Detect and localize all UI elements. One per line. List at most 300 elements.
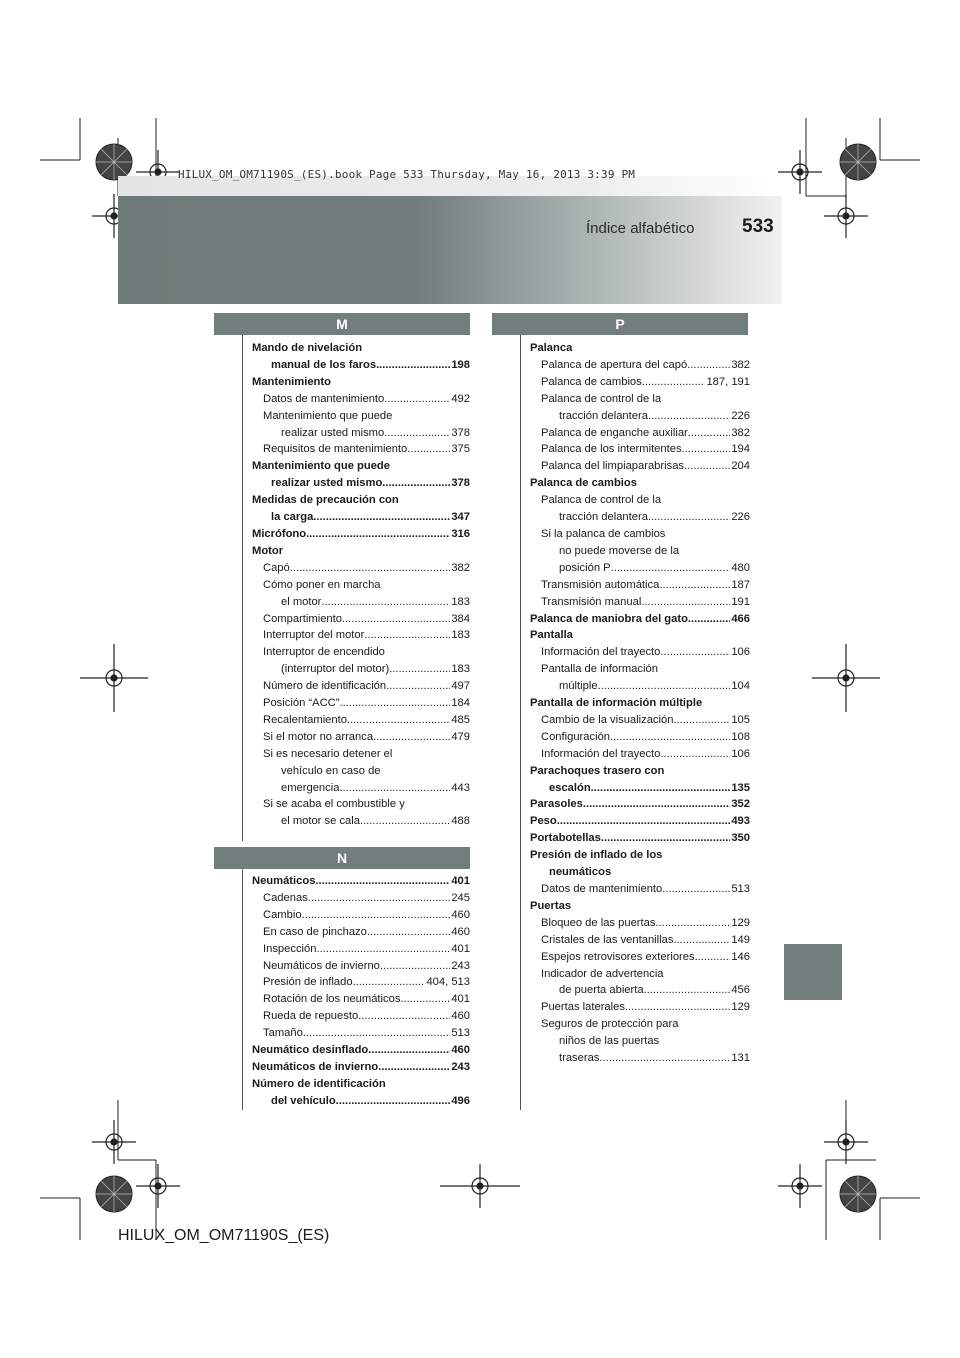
index-entry-term: Mando de nivelación: [252, 342, 363, 354]
dot-leader: [290, 560, 451, 577]
index-entry-page: 204: [731, 460, 750, 473]
index-entry: [530, 898, 750, 915]
index-entry-page: 187: [731, 578, 750, 591]
dot-leader: [610, 729, 730, 746]
index-entry: [252, 712, 470, 729]
index-entry-term: múltiple: [559, 680, 598, 693]
index-entry-page: 347: [451, 511, 470, 524]
index-entry-page: 460: [451, 908, 470, 921]
index-list-m: [252, 340, 470, 830]
index-entry: [530, 543, 750, 560]
index-entry-term: realizar usted mismo: [281, 426, 385, 439]
index-entry-page: 146: [731, 950, 750, 963]
index-entry-term: Parasoles: [530, 798, 583, 811]
dot-leader: [306, 526, 450, 543]
dot-leader: [308, 890, 451, 907]
index-entry: [530, 391, 750, 408]
dot-leader: [601, 830, 730, 847]
index-entry-page: 460: [451, 1010, 470, 1023]
index-entry-term: Si es necesario detener el: [263, 747, 393, 760]
index-list-n: [252, 873, 470, 1110]
index-entry: [252, 958, 470, 975]
dot-leader: [682, 441, 731, 458]
index-entry-page: 183: [451, 629, 470, 642]
dot-leader: [367, 924, 450, 941]
section-letter-n: N: [214, 847, 470, 869]
book-file-line: HILUX_OM_OM71190S_(ES).book Page 533 Thursday, May 16, 2013 3:39 PM: [178, 168, 636, 181]
index-entry-term: Interruptor del motor: [263, 629, 365, 642]
index-entry: [530, 1050, 750, 1067]
index-entry: [530, 509, 750, 526]
index-entry: [252, 1093, 470, 1110]
index-entry: [252, 746, 470, 763]
dot-leader: [353, 974, 426, 991]
dot-leader: [659, 577, 730, 594]
index-entry: [530, 729, 750, 746]
index-entry-term: Neumático desinflado: [252, 1044, 369, 1057]
index-entry-page: 485: [451, 713, 470, 726]
index-entry-term: la carga: [271, 511, 314, 524]
section-title: Índice alfabético: [586, 220, 695, 237]
index-entry: [252, 374, 470, 391]
index-entry-term: posición P: [559, 561, 611, 574]
index-entry: [252, 1059, 470, 1076]
dot-leader: [660, 644, 730, 661]
index-entry-term: Motor: [252, 544, 284, 557]
index-entry: [252, 340, 470, 357]
index-entry-term: En caso de pinchazo: [263, 925, 367, 938]
index-entry-term: Datos de mantenimiento: [263, 392, 385, 405]
index-entry: [530, 577, 750, 594]
index-entry: [530, 374, 750, 391]
index-entry-term: Recalentamiento: [263, 713, 347, 726]
dot-leader: [347, 712, 450, 729]
index-entry-term: Seguros de protección para: [541, 1018, 679, 1031]
index-entry-term: Presión de inflado: [263, 976, 353, 989]
index-entry-term: Requisitos de mantenimiento: [263, 443, 408, 456]
index-entry: [530, 796, 750, 813]
dot-leader: [342, 611, 450, 628]
index-entry-term: Puertas: [530, 899, 572, 912]
index-entry-page: 378: [451, 426, 470, 439]
index-entry: [252, 1025, 470, 1042]
index-entry-term: traseras: [559, 1052, 600, 1065]
dot-leader: [315, 873, 450, 890]
index-entry-page: 375: [451, 443, 470, 456]
dot-leader: [313, 509, 450, 526]
dot-leader: [644, 982, 731, 999]
dot-leader: [389, 661, 450, 678]
index-entry-page: 496: [451, 1094, 470, 1107]
index-entry: [530, 627, 750, 644]
index-entry-term: escalón: [549, 781, 591, 794]
index-entry-page: 104: [731, 680, 750, 693]
index-entry: [252, 941, 470, 958]
dot-leader: [303, 1025, 451, 1042]
index-entry-page: 492: [451, 392, 470, 405]
index-entry: [252, 924, 470, 941]
index-entry-term: Cambio: [263, 908, 302, 921]
column-rule-n: [242, 869, 243, 1110]
index-entry: [252, 729, 470, 746]
index-entry-term: Si el motor no arranca: [263, 730, 374, 743]
index-entry-term: de puerta abierta: [559, 984, 644, 997]
index-entry: [530, 966, 750, 983]
index-entry-page: 382: [451, 561, 470, 574]
dot-leader: [688, 425, 731, 442]
index-entry-page: 513: [451, 1027, 470, 1040]
index-entry: [252, 678, 470, 695]
section-letter-m: M: [214, 313, 470, 335]
index-entry-term: Neumáticos de invierno: [263, 959, 380, 972]
index-entry-page: 378: [451, 477, 470, 490]
dot-leader: [364, 627, 450, 644]
dot-leader: [625, 999, 730, 1016]
dot-leader: [384, 425, 450, 442]
index-entry: [530, 425, 750, 442]
index-entry-term: Cadenas: [263, 891, 308, 904]
index-entry: [530, 644, 750, 661]
index-entry-page: 404, 513: [426, 976, 470, 989]
index-entry-page: 243: [451, 1060, 470, 1073]
dot-leader: [302, 907, 451, 924]
index-entry-term: Posición “ACC”: [263, 697, 340, 710]
index-entry-term: Información del trayecto: [541, 646, 661, 659]
index-entry-page: 497: [451, 680, 470, 693]
index-entry-page: 129: [731, 1001, 750, 1014]
index-entry-term: Micrófono: [252, 527, 307, 540]
index-entry: [530, 830, 750, 847]
index-entry-term: manual de los faros: [271, 358, 377, 371]
dot-leader: [378, 1059, 450, 1076]
index-entry-term: Indicador de advertencia: [541, 967, 664, 980]
index-entry-page: 513: [731, 883, 750, 895]
index-entry-page: 382: [731, 426, 750, 439]
index-entry: [530, 357, 750, 374]
dot-leader: [648, 509, 730, 526]
index-entry: [530, 1016, 750, 1033]
index-entry-page: 443: [451, 781, 470, 794]
index-entry-term: Pantalla: [530, 629, 573, 642]
dot-leader: [368, 1042, 450, 1059]
index-entry: [530, 678, 750, 695]
index-entry: [530, 864, 750, 881]
index-entry: [530, 949, 750, 966]
index-entry-page: 194: [731, 443, 750, 456]
index-entry: [252, 543, 470, 560]
dot-leader: [695, 949, 731, 966]
dot-leader: [583, 796, 730, 813]
dot-leader: [384, 391, 450, 408]
index-entry: [252, 1076, 470, 1093]
index-entry-term: no puede moverse de la: [559, 544, 680, 557]
index-entry-term: Información del trayecto: [541, 747, 661, 760]
dot-leader: [684, 458, 730, 475]
dot-leader: [611, 560, 731, 577]
index-entry-term: Mantenimiento: [252, 375, 331, 388]
index-entry: [530, 999, 750, 1016]
index-entry: [530, 661, 750, 678]
dot-leader: [339, 780, 450, 797]
index-entry-term: Palanca de cambios: [530, 477, 637, 490]
dot-leader: [642, 374, 706, 391]
index-entry-term: Configuración: [541, 730, 611, 743]
index-entry-page: 149: [731, 933, 750, 946]
index-entry-term: emergencia: [281, 781, 340, 794]
index-entry: [530, 932, 750, 949]
dot-leader: [641, 594, 730, 611]
index-entry-term: tracción delantera: [559, 409, 648, 422]
index-entry: [530, 441, 750, 458]
index-entry: [252, 695, 470, 712]
index-entry-page: 184: [451, 697, 470, 710]
index-entry-term: Medidas de precaución con: [252, 494, 399, 507]
index-entry-term: Portabotellas: [530, 832, 601, 845]
index-entry-page: 187, 191: [706, 375, 750, 388]
index-entry: [252, 408, 470, 425]
dot-leader: [662, 881, 730, 898]
index-entry: [252, 813, 470, 830]
index-entry: [530, 458, 750, 475]
index-entry-page: 131: [731, 1052, 750, 1065]
index-entry: [530, 340, 750, 357]
index-entry-term: Cómo poner en marcha: [263, 578, 381, 591]
index-entry-page: 401: [451, 875, 470, 887]
index-entry-term: niños de las puertas: [559, 1035, 660, 1048]
index-entry-page: 466: [731, 612, 750, 625]
dot-leader: [376, 357, 450, 374]
page-number: 533: [742, 216, 774, 237]
index-entry: [252, 577, 470, 594]
index-entry: [530, 1033, 750, 1050]
index-entry-term: Cristales de las ventanillas: [541, 933, 674, 946]
index-entry-page: 191: [731, 595, 750, 608]
dot-leader: [400, 991, 450, 1008]
index-entry-page: 352: [731, 798, 750, 811]
index-entry: [252, 458, 470, 475]
index-entry: [530, 847, 750, 864]
dot-leader: [358, 1008, 450, 1025]
index-entry-term: vehículo en caso de: [281, 764, 381, 777]
index-entry-term: Número de identificación: [252, 1077, 386, 1090]
index-entry-page: 105: [731, 713, 750, 726]
index-entry-term: Capó: [263, 561, 290, 574]
index-entry-page: 183: [451, 595, 470, 608]
index-entry: [252, 627, 470, 644]
index-entry: [252, 560, 470, 577]
index-entry-term: Rotación de los neumáticos: [263, 993, 401, 1006]
dot-leader: [407, 441, 450, 458]
index-entry-page: 108: [731, 730, 750, 743]
dot-leader: [339, 695, 450, 712]
index-entry: [252, 1042, 470, 1059]
dot-leader: [386, 678, 450, 695]
index-entry-term: Interruptor de encendido: [263, 646, 385, 659]
index-entry-page: 226: [731, 409, 750, 422]
index-entry-page: 460: [451, 1044, 470, 1057]
index-entry-page: 106: [731, 747, 750, 760]
index-entry-page: 479: [451, 730, 470, 743]
index-entry: [252, 796, 470, 813]
index-entry-term: Presión de inflado de los: [530, 849, 663, 862]
index-entry-page: 488: [451, 815, 470, 828]
index-entry-term: Palanca de apertura del capó: [541, 358, 688, 371]
index-entry-page: 401: [451, 993, 470, 1006]
index-entry: [530, 982, 750, 999]
index-entry-page: 183: [451, 663, 470, 676]
dot-leader: [673, 712, 730, 729]
index-entry-page: 243: [451, 959, 470, 972]
index-entry: [252, 644, 470, 661]
index-entry: [530, 492, 750, 509]
index-entry: [252, 391, 470, 408]
index-entry-term: Palanca de los intermitentes: [541, 443, 682, 456]
index-entry-term: Inspección: [263, 942, 317, 955]
index-entry-term: Transmisión manual: [541, 595, 642, 608]
index-entry: [252, 357, 470, 374]
index-entry-term: realizar usted mismo: [271, 477, 383, 490]
index-entry-page: 384: [451, 612, 470, 625]
index-entry-term: Palanca de control de la: [541, 494, 662, 507]
index-entry-term: Neumáticos: [252, 875, 316, 887]
dot-leader: [673, 932, 730, 949]
index-entry-term: (interruptor del motor): [281, 663, 390, 676]
dot-leader: [598, 678, 731, 695]
index-entry-page: 350: [731, 832, 750, 845]
dot-leader: [599, 1050, 730, 1067]
index-entry-term: neumáticos: [549, 866, 612, 879]
index-entry-term: Palanca de cambios: [541, 375, 642, 388]
index-entry: [252, 509, 470, 526]
dot-leader: [557, 813, 731, 830]
index-entry-term: Palanca del limpiaparabrisas: [541, 460, 685, 473]
index-entry-term: del vehículo: [271, 1094, 336, 1107]
index-entry-term: Mantenimiento que puede: [252, 460, 390, 473]
index-entry: [530, 526, 750, 543]
index-entry-page: 480: [731, 561, 750, 574]
dot-leader: [382, 475, 450, 492]
index-entry: [252, 763, 470, 780]
index-entry: [252, 594, 470, 611]
index-entry: [530, 695, 750, 712]
dot-leader: [321, 594, 450, 611]
index-entry-term: Cambio de la visualización: [541, 713, 674, 726]
index-entry: [252, 526, 470, 543]
index-entry-term: Palanca de enganche auxiliar: [541, 426, 688, 439]
index-entry: [252, 475, 470, 492]
index-entry: [252, 611, 470, 628]
index-entry-term: Bloqueo de las puertas: [541, 916, 656, 929]
index-entry-page: 493: [731, 815, 750, 828]
index-entry-term: Neumáticos de invierno: [252, 1060, 379, 1073]
index-entry-term: Puertas laterales: [541, 1001, 625, 1014]
header-gradient-band: [118, 196, 782, 304]
index-entry-term: Tamaño: [263, 1027, 303, 1040]
section-letter-p: P: [492, 313, 748, 335]
index-entry: [252, 441, 470, 458]
index-entry-term: Peso: [530, 815, 557, 828]
index-entry-page: 198: [451, 358, 470, 371]
index-entry: [530, 813, 750, 830]
dot-leader: [336, 1093, 451, 1110]
index-entry-term: Espejos retrovisores exteriores: [541, 950, 695, 963]
index-entry-term: el motor se cala: [281, 815, 360, 828]
index-entry-term: Si la palanca de cambios: [541, 527, 666, 540]
dot-leader: [688, 611, 730, 628]
footer-code: HILUX_OM_OM71190S_(ES): [118, 1227, 330, 1244]
index-entry-page: 226: [731, 511, 750, 524]
index-entry: [530, 594, 750, 611]
index-entry: [252, 425, 470, 442]
index-entry: [530, 408, 750, 425]
index-entry-page: 245: [451, 891, 470, 904]
index-entry: [252, 974, 470, 991]
index-entry-term: Palanca: [530, 342, 573, 354]
index-entry-page: 456: [731, 984, 750, 997]
dot-leader: [648, 408, 730, 425]
index-entry: [530, 475, 750, 492]
index-entry: [252, 1008, 470, 1025]
dot-leader: [317, 941, 451, 958]
index-entry-term: Si se acaba el combustible y: [263, 798, 405, 811]
index-entry-page: 382: [731, 358, 750, 371]
index-entry: [530, 763, 750, 780]
index-entry: [252, 907, 470, 924]
dot-leader: [591, 780, 731, 797]
index-entry: [252, 661, 470, 678]
index-entry: [530, 712, 750, 729]
dot-leader: [687, 357, 730, 374]
index-entry: [530, 881, 750, 898]
index-entry: [252, 991, 470, 1008]
index-entry: [530, 560, 750, 577]
index-entry-term: el motor: [281, 595, 322, 608]
index-entry-page: 129: [731, 916, 750, 929]
index-entry-term: Número de identificación: [263, 680, 387, 693]
dot-leader: [380, 958, 450, 975]
index-entry-term: Palanca de maniobra del gato: [530, 612, 688, 625]
index-list-p: [530, 340, 750, 1067]
index-entry-page: 106: [731, 646, 750, 659]
index-entry-page: 401: [451, 942, 470, 955]
dot-leader: [360, 813, 450, 830]
index-entry-term: Palanca de control de la: [541, 392, 662, 405]
dot-leader: [655, 915, 730, 932]
index-entry: [530, 915, 750, 932]
dot-leader: [660, 746, 730, 763]
index-entry-term: Rueda de repuesto: [263, 1010, 359, 1023]
index-entry-term: Datos de mantenimiento: [541, 883, 663, 895]
chapter-thumb-tab: [784, 944, 842, 1000]
column-rule-m: [242, 335, 243, 841]
index-entry-term: Transmisión automática: [541, 578, 660, 591]
index-entry-term: Compartimiento: [263, 612, 342, 625]
index-entry-page: 316: [451, 527, 470, 540]
index-entry-term: Mantenimiento que puede: [263, 409, 393, 422]
index-entry: [252, 780, 470, 797]
index-entry: [252, 492, 470, 509]
index-entry-term: tracción delantera: [559, 511, 648, 524]
index-entry-term: Parachoques trasero con: [530, 764, 665, 777]
index-entry: [252, 873, 470, 890]
index-entry: [530, 611, 750, 628]
index-entry: [252, 890, 470, 907]
column-rule-p: [520, 335, 521, 1110]
index-entry-term: Pantalla de información: [541, 663, 658, 676]
index-entry: [530, 780, 750, 797]
index-entry-page: 460: [451, 925, 470, 938]
index-entry-term: Pantalla de información múltiple: [530, 697, 703, 710]
